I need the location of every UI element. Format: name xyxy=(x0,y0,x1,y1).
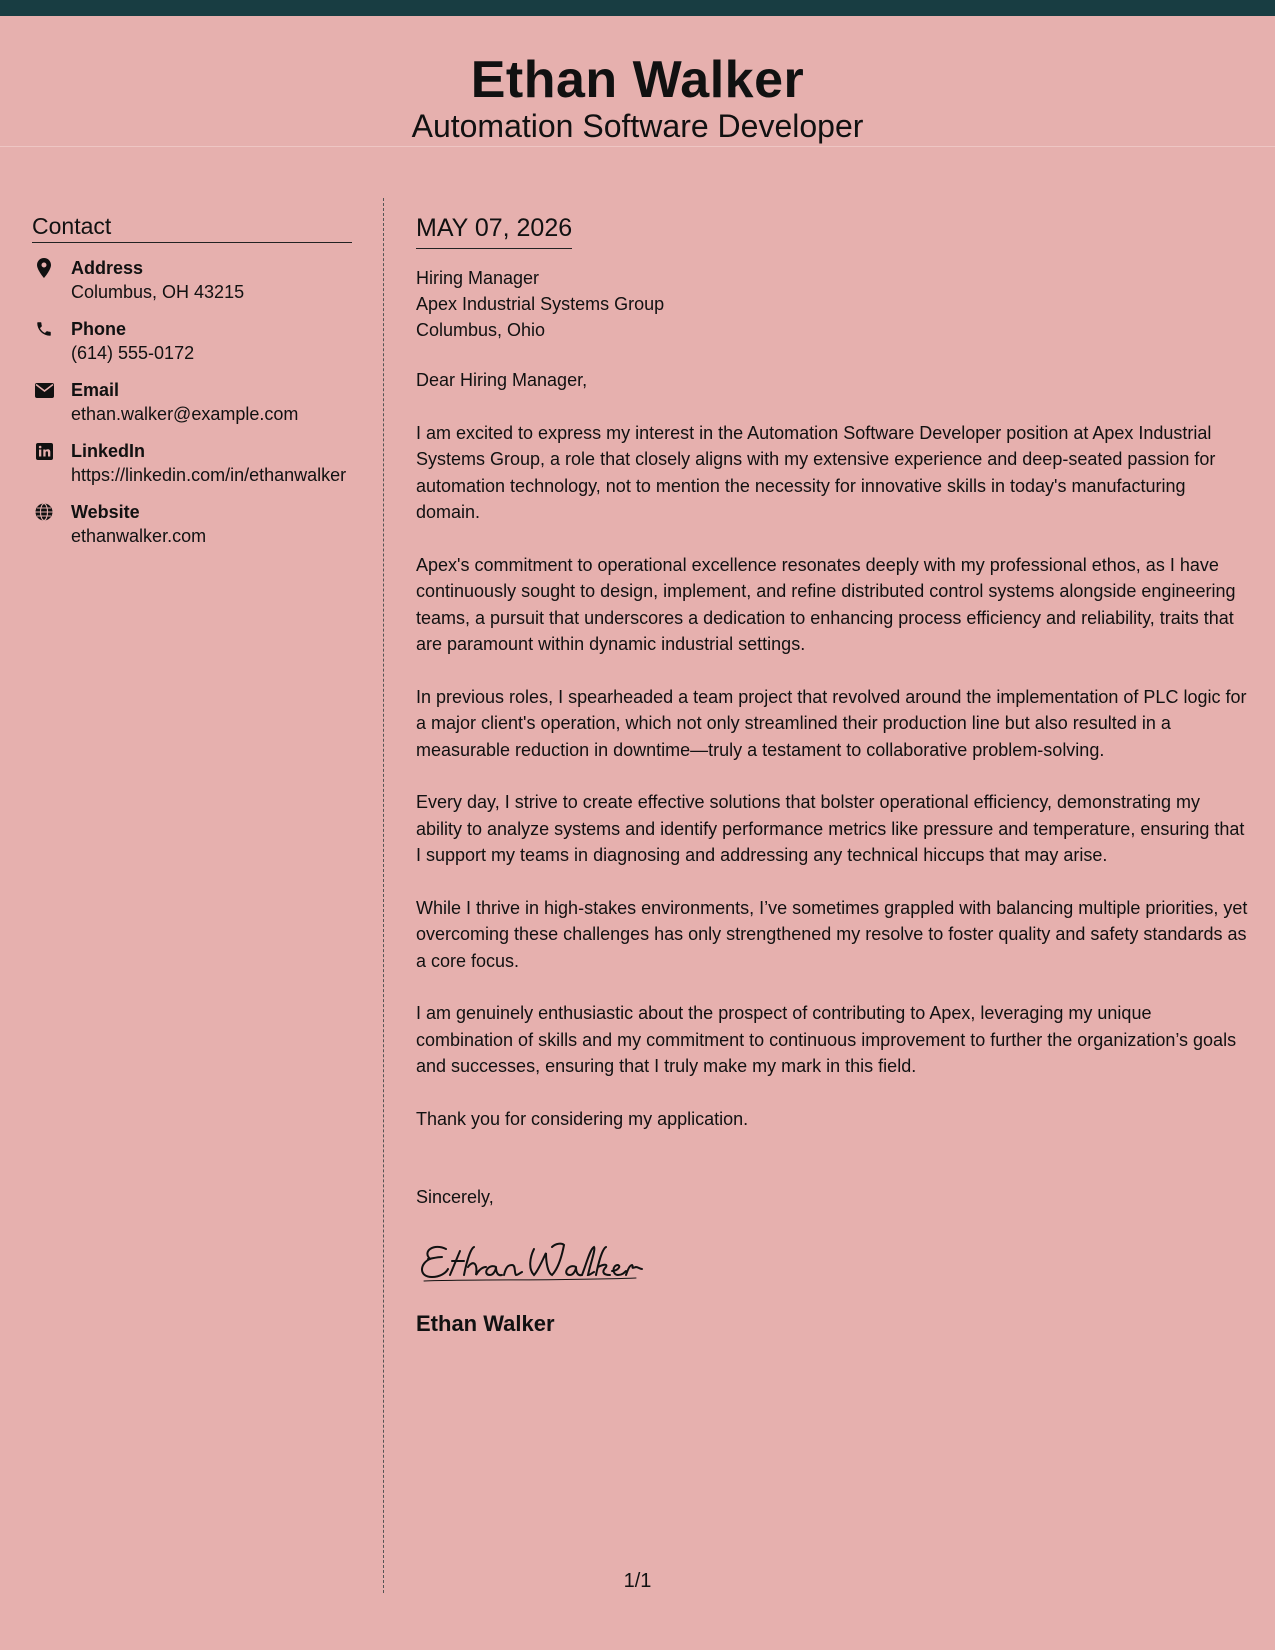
recipient-line: Columbus, Ohio xyxy=(416,320,546,340)
body-paragraph: I am genuinely enthusiastic about the prospect of contributing to Apex, leveraging my unique combination of skills and my commitment to continuous improvement to further the organization’s goals and successes, ensuring that I truly make my mark in this field. xyxy=(416,1003,1237,1076)
body-paragraph: In previous roles, I spearheaded a team project that revolved around the implementation of PLC logic for a major client's operation, which not only streamlined their production line but also resulted in a measurable reduction in downtime—truly a testament to collaborative problem-solving. xyxy=(416,686,1247,760)
contact-value: ethanwalker.com xyxy=(71,526,207,546)
contact-email xyxy=(32,378,352,426)
body-paragraph: I am excited to express my interest in the Automation Software Developer position at Apex Industrial Systems Group, a role that closely aligns with my extensive experience and deep-seated passion for automation technology, not to mention the necessity for innovative skills in today's manufacturing domain. xyxy=(416,422,1216,522)
contact-sidebar xyxy=(32,212,352,548)
body-paragraph: Apex's commitment to operational excellence resonates deeply with my professional ethos, as I have continuously sought to design, implement, and refine distributed control systems alongside engineering teams, a pursuit that underscores a dedication to enhancing process efficiency and reliability, traits that are paramount within dynamic industrial settings. xyxy=(416,554,1236,654)
contact-label: LinkedIn xyxy=(71,441,146,461)
handwritten-signature xyxy=(416,1235,1251,1287)
body-paragraph: While I thrive in high-stakes environments, I’ve sometimes grappled with balancing multiple priorities, yet overcoming these challenges has only strengthened my resolve to foster quality and safety standards as a core focus. xyxy=(416,897,1248,971)
letter-body xyxy=(416,212,1251,1337)
body-paragraph: Every day, I strive to create effective solutions that bolster operational efficiency, demonstrating my ability to analyze systems and identify performance metrics like pressure and temperature, ensuring that I support my teams in diagnosing and addressing any technical hiccups that may arise. xyxy=(416,792,1245,865)
closing: Sincerely, xyxy=(416,1187,494,1207)
letter-date: MAY 07, 2026 xyxy=(416,212,572,249)
column-divider xyxy=(383,198,384,1593)
location-pin-icon xyxy=(34,258,54,278)
top-accent-bar xyxy=(0,0,1275,16)
contact-value: Columbus, OH 43215 xyxy=(71,282,245,302)
recipient-line: Apex Industrial Systems Group xyxy=(416,294,665,314)
contact-value: https://linkedin.com/in/ethanwalker xyxy=(71,465,347,485)
salutation: Dear Hiring Manager, xyxy=(416,370,588,390)
contact-label: Website xyxy=(71,502,140,522)
contact-label: Email xyxy=(71,380,120,400)
contact-linkedin xyxy=(32,439,352,487)
linkedin-icon xyxy=(34,441,54,461)
contact-heading: Contact xyxy=(32,212,352,243)
page-number: 1/1 xyxy=(623,1570,652,1592)
contact-phone xyxy=(32,317,352,365)
contact-value: (614) 555-0172 xyxy=(71,343,195,363)
contact-value: ethan.walker@example.com xyxy=(71,404,299,424)
body-paragraph: Thank you for considering my application. xyxy=(416,1108,749,1129)
contact-label: Phone xyxy=(71,319,127,339)
envelope-icon xyxy=(34,380,54,400)
applicant-name: Ethan Walker xyxy=(470,51,805,109)
contact-website xyxy=(32,500,352,548)
job-title: Automation Software Developer xyxy=(411,108,864,144)
recipient-line: Hiring Manager xyxy=(416,268,540,288)
contact-address xyxy=(32,256,352,304)
globe-icon xyxy=(34,502,54,522)
recipient-block xyxy=(416,265,1251,343)
phone-icon xyxy=(34,319,54,339)
signed-name: Ethan Walker xyxy=(416,1310,555,1336)
contact-label: Address xyxy=(71,258,144,278)
header xyxy=(0,16,1275,147)
